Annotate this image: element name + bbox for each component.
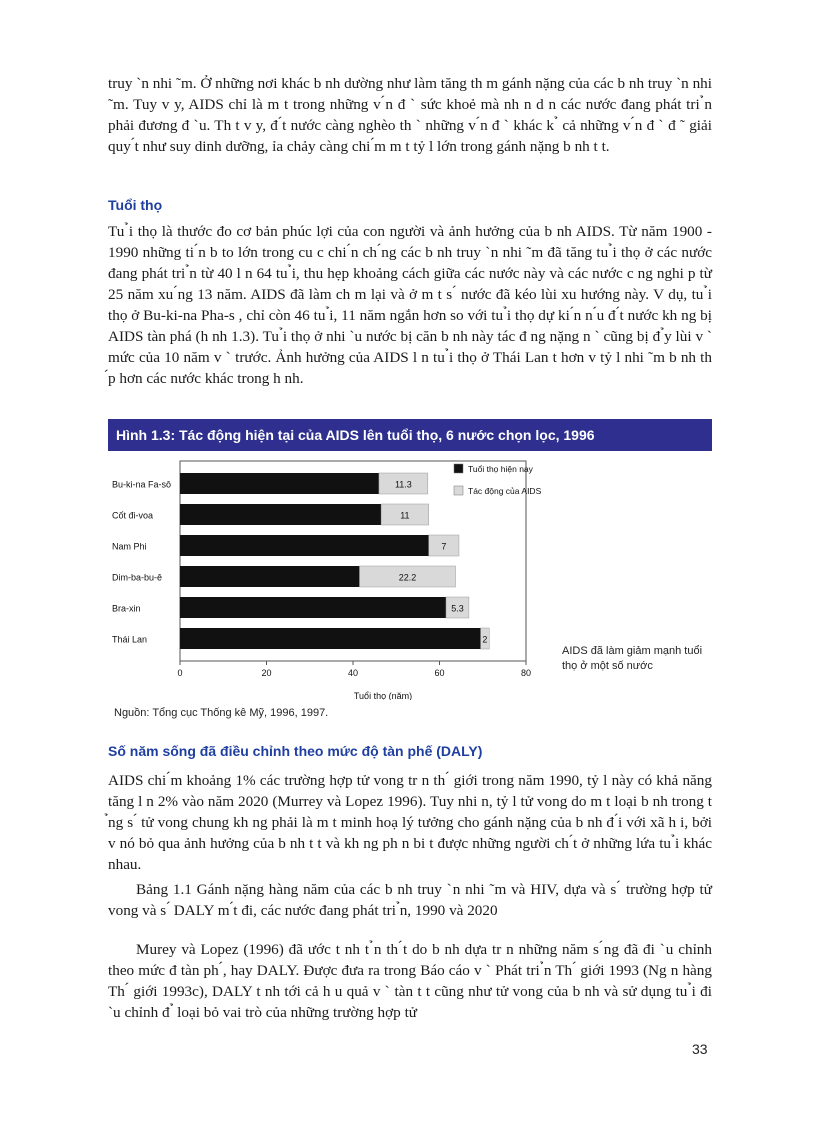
paragraph-intro: truy ˋn nhi ˜m. Ở những nơi khác b nh dường như làm tăng th m gánh nặng của các b nh truy ˋn nhi ˜m. Tuy v y, AIDS chỉ là m t trong những v ́n đ ˋ sức khoẻ mà nh n d n các nước đang phát tri ̉n phải đương đ ˋu. Th t v y, đ ́t nước càng nghèo th ˋ những v ́n đ ˋ khác k ̉ cả những v ́n đ ˋ đ ˜ giải quy ́t như suy dinh dưỡng, ỉa chảy càng chi ́m m t tỷ l lớn trong gánh nặng b nh t t. [108,75,712,155]
x-tick-label: 20 [261,668,272,678]
bar-current [180,566,359,587]
x-axis-label: Tuổi thọ (năm) [353,691,413,700]
bar-data-label: 11.3 [394,479,412,490]
bar-current [180,597,446,618]
bar-current [180,473,379,494]
paragraph-murey-lopez: Murey và Lopez (1996) đã ước t nh t ̉n th ́t do b nh dựa tr n những năm s ́ng đã đi ˋu chỉnh theo mức đ tàn ph ́, hay DALY. Được đưa ra trong Báo cáo v ˋ Phát tri ̉n Th ́ giới 1993 (Ng n hàng Th ́ giới 1993c), DALY t nh tới cả h u quả v ˋ tàn t t cũng như tử vong của b nh và sử dụng tu ̉i đi ˋu chỉnh đ ̉ loại bỏ vai trò của những trường hợp tử [108,941,712,1021]
bar-data-label: 22.2 [398,572,417,583]
legend-label: Tác động của AIDS [468,486,542,496]
category-label: Nam Phi [112,541,147,552]
bar-current [180,504,381,525]
bar-current [180,535,429,556]
bar-current [180,628,481,649]
legend-label: Tuổi thọ hiện nay [468,464,533,474]
category-label: Cốt đi-voa [112,510,154,521]
page-number: 33 [692,1041,708,1057]
category-label: Bu-ki-na Fa-sô [112,479,172,490]
bar-data-label: 2 [482,634,488,645]
category-label: Dim-ba-bu-ê [112,572,163,583]
category-label: Thái Lan [112,634,148,645]
x-tick-label: 0 [177,668,183,678]
heading-daly: Số năm sống đã điều chỉnh theo mức độ tàn phế (DALY) [108,743,483,759]
paragraph-daly-intro: AIDS chi ́m khoảng 1% các trường hợp tử vong tr n th ́ giới trong năm 1990, tỷ l này có khả năng tăng l n 2% vào năm 2020 (Murrey và Lopez 1996). Tuy nhi n, tỷ l tử vong do m t loại b nh trong t ̉ng s ́ tử vong chung kh ng phải là m t minh hoạ lý tưởng cho gánh nặng của b nh đ ́i với xã h i, bởi v nó bỏ qua ảnh hưởng của b nh t t và kh ng ph n bi t được những người ch ́t ở những lứa tu ̉i khác nhau. [108,772,712,873]
x-tick-label: 80 [520,668,532,678]
figure-caption: AIDS đã làm giảm mạnh tuổi thọ ở một số nước [562,645,703,672]
bar-data-label: 7 [441,541,447,552]
paragraph-table-reference: Bảng 1.1 Gánh nặng hàng năm của các b nh truy ˋn nhi ˜m và HIV, dựa và s ́ trường hợp tử vong và s ́ DALY m ́t đi, các nước đang phát tri ̉n, 1990 và 2020 [108,881,712,919]
figure-source: Nguồn: Tổng cục Thống kê Mỹ, 1996, 1997. [114,707,329,719]
x-tick-label: 60 [434,668,445,678]
figure-title-bar: Hình 1.3: Tác động hiện tại của AIDS lên tuổi thọ, 6 nước chọn lọc, 1996 [108,419,712,451]
legend-swatch [454,464,463,473]
bar-data-label: 11 [400,510,410,521]
bar-data-label: 5.3 [451,603,464,614]
category-label: Bra-xin [112,603,141,614]
paragraph-life-expectancy: Tu ̉i thọ là thước đo cơ bản phúc lợi của con người và ảnh hưởng của b nh AIDS. Từ năm 1900 - 1990 những ti ́n b to lớn trong cu c chi ́n ch ́ng các b nh truy ˋn nhi ˜m đã tăng tu ̉i thọ ở các nước đang phát tri ̉n từ 40 l n 64 tu ̉i, thu hẹp khoảng cách giữa các nước này và các nước c ng nghi p từ 25 năm xu ́ng 13 năm. AIDS đã làm ch m lại và ở m t s ́ nước đã kéo lùi xu hướng này. V dụ, tu ̉i thọ ở Bu-ki-na Pha-s , chỉ còn 46 tu ̉i, 11 năm ngắn hơn so với tu ̉i thọ dự ki ́n n ́u đ ́t nước kh ng bị AIDS tàn phá (h nh 1.3). Tu ̉i thọ ở nhi ˋu nước bị căn b nh này tác đ ng nặng n ˋ cũng bị đ ̉y lùi v ˋ mức của 10 năm v ˋ trước. Ảnh hưởng của AIDS l n tu ̉i thọ ở Thái Lan t hơn v tỷ l nhi ˜m b nh th ́p hơn các nước khác trong h nh. [108,223,712,387]
x-tick-label: 40 [347,668,359,678]
legend-swatch [454,486,463,495]
heading-life-expectancy: Tuổi thọ [108,197,163,213]
